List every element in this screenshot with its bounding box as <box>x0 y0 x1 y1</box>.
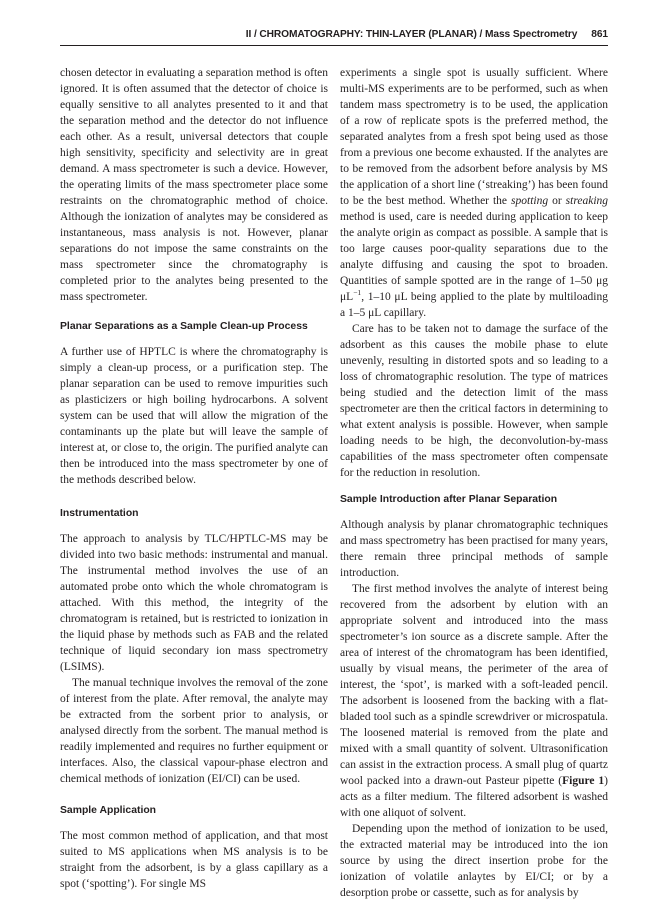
page-number: 861 <box>591 29 608 40</box>
heading-sample-application: Sample Application <box>60 805 157 816</box>
paragraph-ionization-method: Depending upon the method of ionization to be used, the extracted material may be introduced into the ion source by using the direct insertion probe for the ionization of volatile anlaytes by EI/CI; or by a desorption probe or cassette, such as for analysis by <box>340 823 608 899</box>
left-column <box>60 65 328 892</box>
paragraph-sample-application: The most common method of application, and that most suited to MS applications when MS analysis is to be straight from the adsorbent, is by a glass capillary as a spot (‘spotting’). For single MS <box>60 830 328 890</box>
paragraph-cleanup: A further use of HPTLC is where the chromatography is simply a clean-up process, or a purification step. The planar separation can be used to remove impurities such as plasticizers or high boiling hydrocarbons. A solvent system can be used that will allow the migration of the contaminants up the plate but will leave the sample of interest at, or close to, the origin. The purified analyte can then be introduced into the mass spectrometer by one of the methods described below. <box>60 346 328 486</box>
superscript-minus-one: −1 <box>353 288 362 298</box>
figure-1-link[interactable]: Figure 1 <box>562 775 605 787</box>
term-streaking: streaking <box>565 195 609 207</box>
header-rule <box>60 45 608 46</box>
paragraph-spotting-streaking: experiments a single spot is usually sufficient. Where multi-MS experiments are to be performed, such as when tandem mass spectrometry is to be used, the application of a row of replicate spots is the preferred method, the separated analytes from a fresh spot being used as those from a previous one become exhausted. If the analytes are to be removed from the adsorbent before analysis by MS the application of a short line (‘streaking’) has been found to be the best method. Whether the spotting or streaking method is used, care is needed during application to keep the analyte origin as compact as possible. A sample that is too large causes poor-quality separations due to the analyte diffusing and causing the spot to broaden. Quantities of sample spotted are in the range of 1–50 μg $\mu L^{-1}$, 1–10 μL being applied to the plate by multiloading a 1–5 μL capillary. <box>340 67 609 319</box>
term-spotting: spotting <box>511 195 549 207</box>
running-title: II / CHROMATOGRAPHY: THIN-LAYER (PLANAR) / Mass Spectrometry <box>245 29 578 40</box>
paragraph-instrumentation-methods: The approach to analysis by TLC/HPTLC-MS may be divided into two basic methods: instrumental and manual. The instrumental method involves the use of an automated probe onto which the whole chromatogram is attached. With this method, the integrity of the chromatogram is retained, but is restricted to ionization in the liquid phase by methods such as FAB and the related technique of liquid secondary ion mass spectrometry (LSIMS). <box>60 533 328 673</box>
paragraph-manual-technique: The manual technique involves the removal of the zone of interest from the plate. After removal, the analyte may be extracted from the sorbent prior to analysis, or analysed directly from the sorbent. The manual method is readily implemented and requires no further equipment or interfaces. Also, the classical vapour-phase electron and chemical methods of ionization (EI/CI) can be used. <box>60 677 328 785</box>
paragraph-introduction-overview: Although analysis by planar chromatographic techniques and mass spectrometry has been practised for many years, there remain three principal methods of sample introduction. <box>340 519 608 579</box>
heading-instrumentation: Instrumentation <box>60 508 139 519</box>
paragraph-care-adsorbent: Care has to be taken not to damage the surface of the adsorbent as this causes the mobile phase to elute unevenly, resulting in distorted spots and so leading to a loss of chromatographic resolution. The type of matrices being studied and the detection limit of the mass spectrometer are then the critical factors in determining to what extent analysis is possible. However, when sample loading needs to be high, the deconvolution-by-mass capabilities of the mass spectrometer often compensate for the reduction in resolution. <box>340 323 608 479</box>
running-head <box>60 29 608 40</box>
right-column <box>340 65 608 901</box>
paragraph-detector-choice: chosen detector in evaluating a separation method is often ignored. It is often assumed that the detector of choice is equally sensitive to all analytes presented to it and that the separation method and the detector do not influence each other. As a result, universal detectors that couple high sensitivity, specificity and selectivity are in great demand. A mass spectrometer is such a device. However, the operating limits of the mass spectrometer place some restraints on the chromatographic method of choice. Although the ionization of analytes may be considered as instantaneous, mass analysis is not. However, planar separations do not impose the same constraints on the mass spectrometer since the chromatography is completed prior to the analytes being presented to the mass spectrometer. <box>60 67 328 303</box>
paragraph-first-method: The first method involves the analyte of interest being recovered from the adsorbent by elution with an appropriate solvent and introduced into the mass spectrometer’s ion source as a discrete sample. After the area of interest of the chromatogram has been identified, usually by visual means, the perimeter of the area of interest, the ‘spot’, is marked with a soft-leaded pencil. The adsorbent is loosened from the backing with a flat-bladed tool such as a spindle screwdriver or microspatula. The loosened material is removed from the plate and mixed with a small quantity of solvent. Ultrasonification can assist in the extraction process. A small plug of quartz wool packed into a drawn-out Pasteur pipette (Figure 1) acts as a filter medium. The filtered adsorbent is washed with one aliquot of solvent. <box>340 583 608 819</box>
heading-planar-cleanup: Planar Separations as a Sample Clean-up Process <box>60 321 308 332</box>
heading-sample-introduction: Sample Introduction after Planar Separation <box>340 494 558 505</box>
